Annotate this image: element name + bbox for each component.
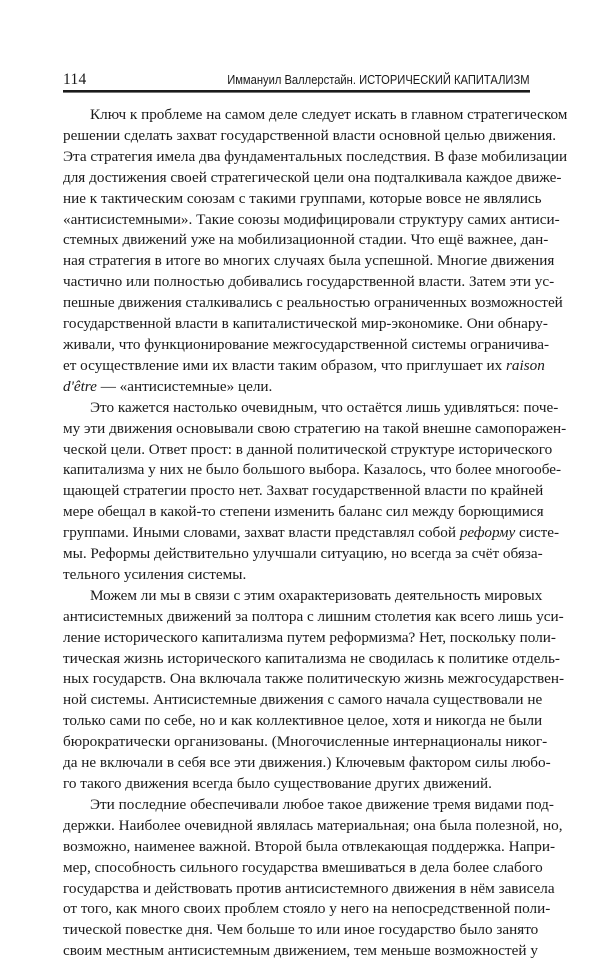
paragraph-3 xyxy=(63,586,565,795)
text-span: — «антисистемные» цели. xyxy=(96,377,273,395)
text-line: частично или полностью добивались государственной власти. Затем эти ус- xyxy=(63,273,555,291)
text-line: живали, что функционирование межгосударственной системы ограничива- xyxy=(63,335,550,353)
text-line: щающей стратегии просто нет. Захват государственной власти по крайней xyxy=(63,482,544,500)
paragraph-1 xyxy=(63,105,568,398)
italic-phrase: реформу xyxy=(459,524,516,542)
text-line xyxy=(63,356,545,377)
text-line: ной системы. Антисистемные движения с самого начала существовали не xyxy=(63,691,543,709)
paragraph-2 xyxy=(63,398,567,586)
text-line: мере обещал в какой-то степени изменить баланс сил между борющимися xyxy=(63,503,544,521)
text-line: бюрократически организованы. (Многочисленные интернационалы никог- xyxy=(63,733,548,751)
text-line: Можем ли мы в связи с этим охарактеризовать деятельность мировых xyxy=(90,586,543,604)
text-line: антисистемных движений за полтора с лишним столетия как всего лишь уси- xyxy=(63,607,564,625)
text-line: ческой цели. Ответ прост: в данной политической структуре исторического xyxy=(63,440,553,458)
text-line: ние к тактическим союзам с такими группами, которые вовсе не являлись xyxy=(63,189,542,207)
page-number: 114 xyxy=(63,71,87,88)
text-span: группами. Иными словами, захват власти представлял собой xyxy=(63,524,460,542)
text-line: своим местным антисистемным движением, тем меньше возможностей у xyxy=(63,942,538,960)
body-text xyxy=(63,105,568,962)
text-line: возможно, наименее важной. Второй была отвлекающая поддержка. Напри- xyxy=(63,837,556,855)
text-line: мы. Реформы действительно улучшали ситуацию, но всегда за счёт обяза- xyxy=(63,545,543,563)
italic-phrase: raison xyxy=(505,356,545,374)
text-line: для достижения своей стратегической цели она подталкивала каждое движе- xyxy=(63,168,562,186)
text-span: ет осуществление ими их власти таким образом, что приглушает их xyxy=(63,356,506,374)
text-line: тельного усиления системы. xyxy=(63,565,247,583)
text-line: Это кажется настолько очевидным, что остаётся лишь удивляться: поче- xyxy=(90,398,559,416)
italic-phrase: d'être xyxy=(63,377,97,395)
text-line: капитализма у них не было большого выбора. Казалось, что более многообе- xyxy=(63,461,562,479)
paragraph-4 xyxy=(63,795,563,962)
text-line: тическая жизнь исторического капитализма не сводилась к политике отдель- xyxy=(63,649,560,667)
book-page xyxy=(63,70,568,962)
text-line: от того, как много своих проблем стояло у него на непосредственной поли- xyxy=(63,900,551,918)
text-line: ление исторического капитализма путем реформизма? Нет, поскольку поли- xyxy=(63,628,556,646)
text-line: держки. Наиболее очевидной являлась материальная; она была полезной, но, xyxy=(63,816,563,834)
text-line xyxy=(63,523,560,544)
text-line xyxy=(63,377,530,398)
text-line: пешные движения сталкивались с реальностью ограниченных возможностей xyxy=(63,294,563,312)
text-span: систе- xyxy=(515,524,560,542)
text-line: му эти движения основывали свою стратегию на такой внешне самопоражен- xyxy=(63,419,567,437)
text-line: ная стратегия в итоге во многих случаях была успешной. Многие движения xyxy=(63,252,555,270)
text-line: Эти последние обеспечивали любое такое движение тремя видами под- xyxy=(90,795,554,813)
text-line: тической повестке дня. Чем больше то или иное государство было занято xyxy=(63,921,539,939)
text-line: Эта стратегия имела два фундаментальных последствия. В фазе мобилизации xyxy=(63,147,568,165)
text-line: государственной власти в капиталистической мир-экономике. Они обнару- xyxy=(63,315,548,333)
running-head xyxy=(63,70,530,92)
running-head-title: Иммануил Валлерстайн. ИСТОРИЧЕСКИЙ КАПИТАЛИЗМ xyxy=(227,72,530,87)
text-line: ных государств. Она включала также политическую жизнь межгосударствен- xyxy=(63,670,565,688)
text-line: да не включали в себя все эти движения.) Ключевым фактором силы любо- xyxy=(63,754,551,772)
text-line: «антисистемными». Такие союзы модифицировали структуру самих антиси- xyxy=(63,210,560,228)
text-line: го такого движения всегда было существование других движений. xyxy=(63,775,492,792)
text-line: только сами по себе, но и как коллективное целое, хотя и никогда не были xyxy=(63,712,543,730)
text-line: государства и действовать против антисистемного движения в нём зависела xyxy=(63,879,555,897)
text-line: мер, способность сильного государства вмешиваться в дела более слабого xyxy=(63,858,543,876)
text-line: решении сделать захват государственной власти основной целью движения. xyxy=(63,126,557,144)
text-line: стемных движений уже на мобилизационной стадии. Что ещё важнее, дан- xyxy=(63,231,549,249)
text-line: Ключ к проблеме на самом деле следует искать в главном стратегическом xyxy=(90,106,568,123)
